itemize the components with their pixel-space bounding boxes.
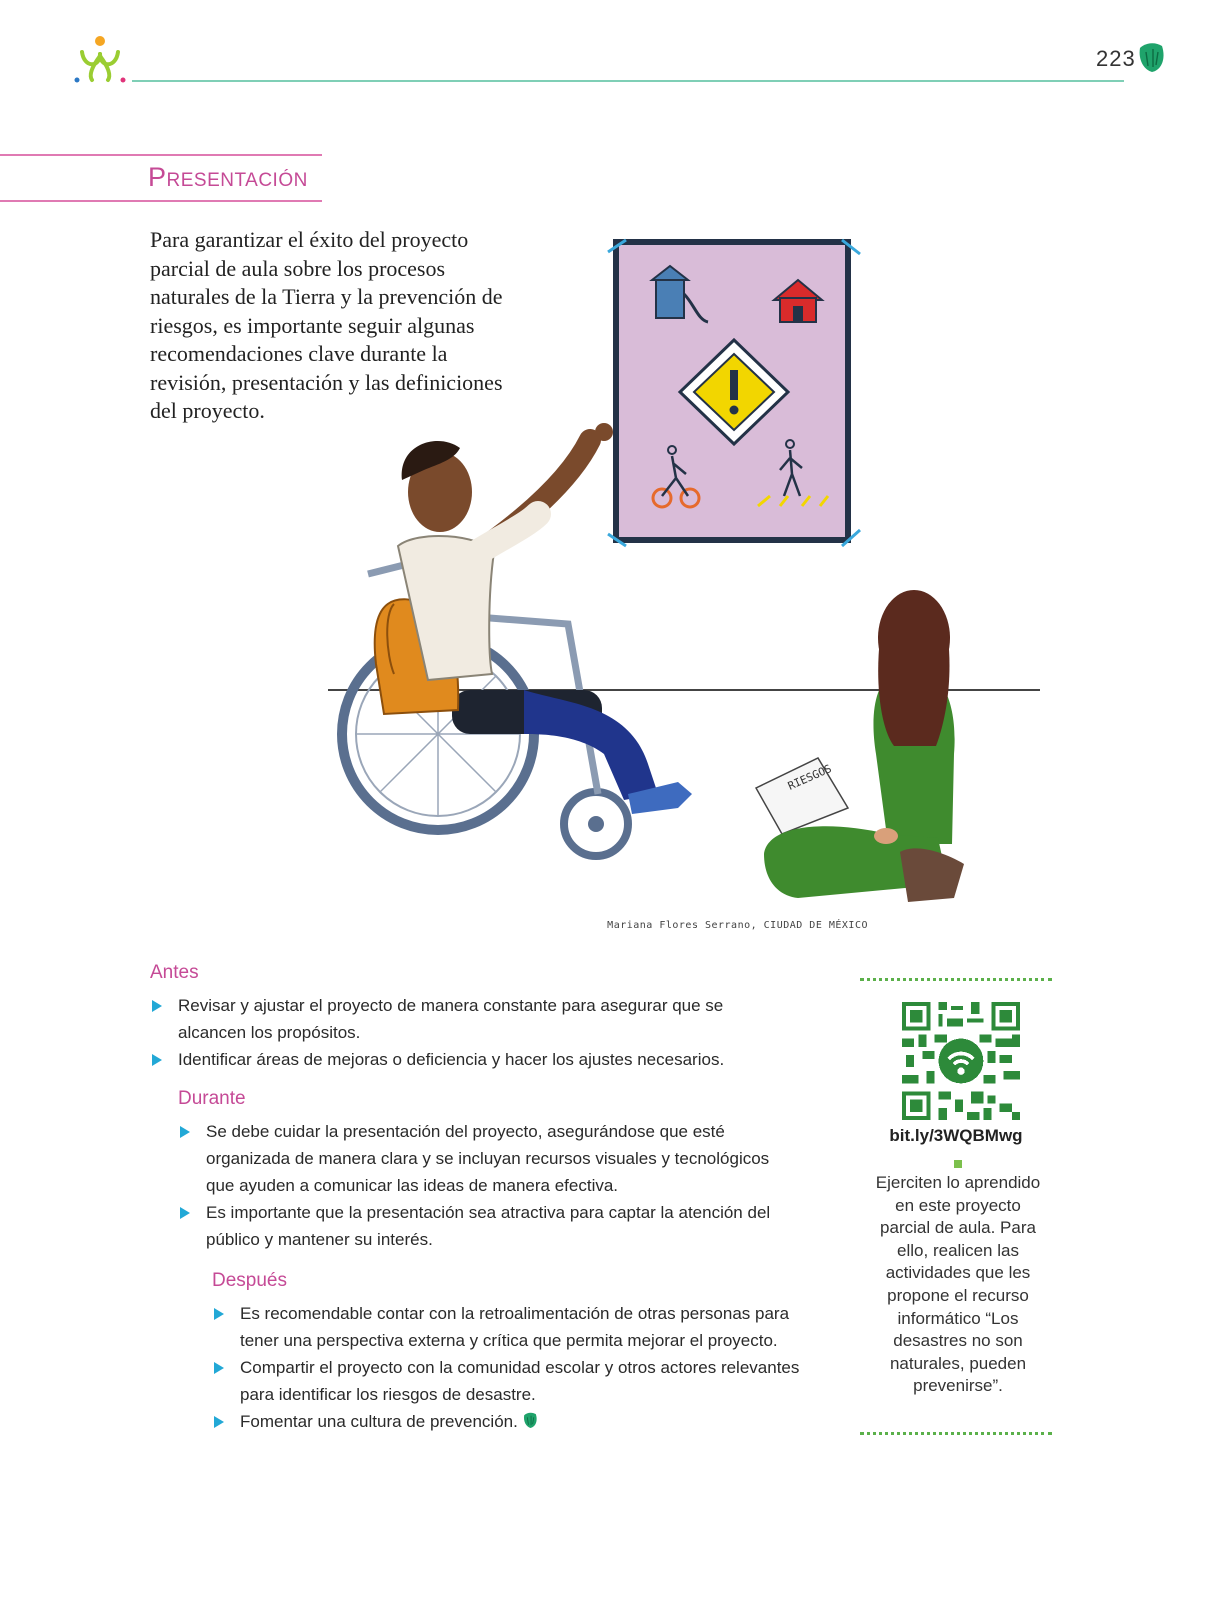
sidebar-text: Ejerciten lo aprendido en este proyecto parcial de aula. Para ello, realicen las actividades que les propone el recurso informático “Los desastres no son naturales, pueden prevenirse”. (875, 1173, 1041, 1396)
intro-paragraph: Para garantizar el éxito del proyecto parcial de aula sobre los procesos naturales de la Tierra y la prevención de riesgos, es importante seguir algunas recomendaciones clave durante la revisión, presentación y las definiciones del proyecto. (150, 227, 503, 423)
list-item: Identificar áreas de mejoras o deficiencia y hacer los ajustes necesarios. (150, 1046, 790, 1073)
header-rule (132, 80, 1124, 82)
paper-label: RIESGOS (785, 762, 834, 793)
bullet-icon (180, 1207, 190, 1219)
bullet-icon (214, 1362, 224, 1374)
durante-heading: Durante (178, 1088, 246, 1109)
sidebar-divider-top (860, 978, 1052, 981)
bullet-icon (214, 1308, 224, 1320)
page-number: 223 (1096, 46, 1136, 71)
list-item: Revisar y ajustar el proyecto de manera constante para asegurar que se alcancen los propósitos. (150, 992, 790, 1046)
seated-student (756, 590, 964, 902)
qr-code[interactable] (902, 1002, 1020, 1120)
list-item: Se debe cuidar la presentación del proyecto, asegurándose que esté organizada de manera clara y se incluyan recursos visuales y tecnológicos que ayuden a comunicar las ideas de manera efectiva. (178, 1118, 798, 1199)
antes-heading: Antes (150, 962, 199, 983)
leaf-icon (522, 1411, 538, 1429)
resource-link[interactable]: bit.ly/3WQBMwg (889, 1126, 1023, 1145)
list-item: Es recomendable contar con la retroalimentación de otras personas para tener una perspectiva externa y crítica que permita mejorar el proyecto. (212, 1300, 832, 1354)
bullet-icon (152, 1054, 162, 1066)
list-item: Compartir el proyecto con la comunidad escolar y otros actores relevantes para identificar los riesgos de desastre. (212, 1354, 832, 1408)
title-rule-bottom (0, 200, 322, 202)
book-logo-icon (72, 34, 128, 86)
leaf-icon (1136, 40, 1166, 74)
section-title: Presentación (148, 162, 308, 192)
bullet-icon (152, 1000, 162, 1012)
illustration (328, 234, 1048, 914)
despues-list (212, 1300, 832, 1435)
illustration-credit: Mariana Flores Serrano, CIUDAD DE MÉXICO (607, 920, 868, 931)
green-square-icon (954, 1160, 962, 1168)
durante-list (178, 1118, 798, 1253)
sidebar-divider-bottom (860, 1432, 1052, 1435)
antes-list (150, 992, 790, 1073)
risk-poster (608, 240, 860, 546)
despues-heading: Después (212, 1270, 287, 1291)
title-rule-top (0, 154, 322, 156)
bullet-icon (180, 1126, 190, 1138)
list-item: Es importante que la presentación sea atractiva para captar la atención del público y mantener su interés. (178, 1199, 798, 1253)
list-item: Fomentar una cultura de prevención. (212, 1408, 832, 1435)
bullet-icon (214, 1416, 224, 1428)
